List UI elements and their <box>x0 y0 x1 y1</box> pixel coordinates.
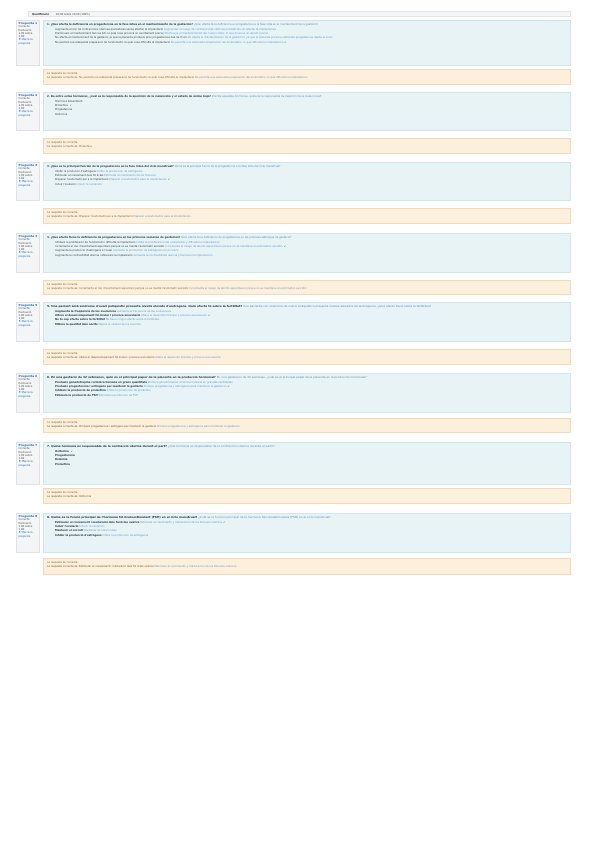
option-text: Disminueix el manteniment del cos luti, la qual cosa provoca un avortament precoç <box>55 32 164 36</box>
option-translation: Disminuye el mantenimiento del cuerpo lúteo, lo que provoca un aborto precoz <box>164 32 268 36</box>
question-text-main: 7. Quina hormona és responsable de la contracció uterina durant el part? <box>47 445 167 448</box>
right-answer-translation: Incrementa el riesgo de aborto espontáneo porque no se mantiene el endometrio secretor <box>189 287 307 291</box>
flag-icon: ⚑ <box>18 38 21 42</box>
check-icon: ✔ <box>223 520 226 524</box>
question-text <box>47 236 567 239</box>
feedback-head: La resposta és correcta. <box>47 72 79 75</box>
question-formulation <box>43 92 571 131</box>
option-translation: Mantener el cuerpo lúteo <box>84 529 117 533</box>
option-translation: Aumenta la contractilidad uterina y favorece la implantación <box>133 253 213 257</box>
option-translation: Inhibe la producción de prolactina <box>106 389 151 393</box>
question-info <box>16 513 40 553</box>
option-text: Induir l'ovulació <box>55 525 79 529</box>
question-text-main: 6. En una gestació de 32 setmanes, quin és el principal paper de la placenta en la producció hormonal? <box>47 376 216 379</box>
option-text: Inhibeix la producció de prolactina <box>55 389 106 393</box>
option-text: Estimular el creixement dels fol·licles <box>55 174 104 178</box>
flag-icon: ⚑ <box>18 320 21 324</box>
feedback-text <box>47 287 567 290</box>
question-grade: Puntuació 1,00 sobre 1,00 <box>18 521 33 532</box>
question-number: Pregunta 6 <box>18 374 38 378</box>
answer-list <box>47 310 567 327</box>
option-translation: Inducir la ovulación <box>79 525 105 529</box>
question-state: Correcte <box>18 307 30 311</box>
feedback-head: La resposta és correcta. <box>47 283 79 286</box>
question-text-main: 4. ¿Qué efecto tiene la deficiencia de progesterona en las primeras semanas de gestación? <box>47 236 181 239</box>
check-icon: ✔ <box>227 385 230 389</box>
question-translation: En una gestación de 32 semanas, ¿cuál es el principal papel de la placenta en la producción hormonal? <box>216 376 367 379</box>
question-formulation <box>43 442 571 485</box>
option-text: Mantenir el cos luti <box>55 529 84 533</box>
right-answer: La resposta correcta és: No permet una adequada preparació de l'endometri, la qual cosa dificulta la implantació <box>47 76 195 80</box>
question-info <box>16 20 40 66</box>
option-text: Incrementa el risc d'avortament espontani perquè no es manté l'endometri secretor <box>55 245 165 249</box>
feedback-box <box>43 349 571 365</box>
right-answer-translation: Preparar el endometrio para la implantación <box>133 215 191 219</box>
summary-value: 10,00 sobre 10,00 (100%) <box>55 13 90 17</box>
question-number: Pregunta 3 <box>18 163 38 167</box>
question-text-main: 2. De entre estas hormonas, ¿cuál es la responsable de la aparición de la melancolía y el estado de ánimo bajo? <box>47 95 211 98</box>
feedback-head: La resposta és correcta. <box>47 352 79 355</box>
option-text: Relaxina <box>55 458 68 462</box>
feedback-head: La resposta és correcta. <box>47 561 79 564</box>
option-text: Oxitocina <box>55 449 69 453</box>
right-answer-translation: Estimular el crecimiento y maduración de los folículos ováricos <box>154 565 237 569</box>
question-translation: Quina és la principal funció de la progesterona a la fase lútia del cicle menstrual? <box>174 165 281 168</box>
question-text-main: 5. Una pacient amb síndrome d'ovari poliquístic presenta nivells elevats d'andrògens. Quin efecte té sobre la fertilitat? <box>47 305 243 308</box>
question-formulation <box>43 162 571 201</box>
question-text <box>47 376 567 379</box>
option-translation: Augmentar el riesgo de contracciones uterinas prematuras sin afectar la implantación <box>163 27 277 31</box>
option-translation: No afecta el mantenimiento de la gestación, ya que la placenta produce suficiente progesterona desde el inicio <box>187 36 333 40</box>
answer-option[interactable] <box>55 41 567 45</box>
feedback-head: La resposta és correcta. <box>47 141 79 144</box>
summary-bar <box>28 11 571 17</box>
flag-label: Marca la pregunta <box>18 38 33 45</box>
flag-label: Marca la pregunta <box>18 391 33 398</box>
feedback-text <box>47 356 567 359</box>
question-text <box>47 516 567 519</box>
option-translation: Estimular el crecimiento y maduración de los folículos ováricos <box>140 520 223 524</box>
option-translation: Inhibe la proliferación del endometrio y dificulta la implantación <box>136 240 220 244</box>
question-grade: Puntuació 1,00 sobre 1,00 <box>18 241 33 252</box>
flag-question-link[interactable] <box>19 391 38 398</box>
option-translation: Inhibir la producción de estrógenos <box>96 169 143 173</box>
feedback-box <box>43 138 571 154</box>
flag-label: Marca la pregunta <box>18 251 33 258</box>
feedback-text <box>47 145 567 148</box>
question-formulation <box>43 233 571 273</box>
flag-icon: ⚑ <box>18 531 21 535</box>
feedback-head: La resposta és correcta. <box>47 491 79 494</box>
question-state: Correcte <box>18 447 30 451</box>
answer-list <box>47 100 567 117</box>
answer-option[interactable] <box>55 534 567 538</box>
check-icon: ✔ <box>69 104 72 108</box>
question-formulation <box>43 513 571 553</box>
right-answer: La resposta correcta és: Altera el desenvolupament fol·licular i provoca anovulació <box>47 356 155 360</box>
option-text: Preparar l'endometri per a la implantació <box>55 178 109 182</box>
option-text: Oxitocina <box>55 112 68 116</box>
option-translation: Produce progesterona y estrógenos para mantener la gestación <box>143 385 227 389</box>
option-text: Augmenta la freqüència de les ovulacions <box>55 309 117 313</box>
question-state: Correcte <box>18 25 30 29</box>
flag-icon: ⚑ <box>18 391 21 395</box>
right-answer: La resposta correcta és: Incrementa el risc d'avortament espontani perquè no es manté l'endometri secretor <box>47 287 189 291</box>
question-grade: Puntuació 1,00 sobre 1,00 <box>18 450 33 461</box>
option-translation: Aumenta la frecuencia de las ovulaciones <box>117 309 172 313</box>
flag-icon: ⚑ <box>18 460 21 464</box>
option-translation: Incrementa el riesgo de aborto espontáneo porque no se mantiene el endometrio secretor <box>165 245 283 249</box>
option-text: No permet una adequada preparació de l'endometri, la qual cosa dificulta la implantació <box>55 40 171 44</box>
option-text: Inhibir la producció d'estrògens <box>55 169 96 173</box>
answer-option[interactable] <box>55 183 567 187</box>
question-translation: Una paciente con síndrome de ovario poliquístico presenta niveles elevados de andrógenos. ¿Qué efecto tiene sobre la fertilidad? <box>243 305 432 308</box>
option-text: Inhibir la producció d'estrògens <box>55 533 102 537</box>
question-grade: Puntuació 1,00 sobre 1,00 <box>18 310 33 321</box>
question-state: Correcte <box>18 238 30 242</box>
answer-option[interactable] <box>55 254 567 258</box>
flag-question-link[interactable] <box>19 180 38 187</box>
question-state: Correcte <box>18 167 30 171</box>
question-grade: Puntuació 1,00 sobre 1,00 <box>18 100 33 111</box>
question-grade: Puntuació 1,00 sobre 1,00 <box>18 381 33 392</box>
question-text <box>47 445 567 448</box>
option-translation: Altera el desarrollo folicular y provoca anovulación <box>141 314 208 318</box>
option-text: Millora la qualitat dels oòcits <box>55 322 98 326</box>
flag-icon: ⚑ <box>18 251 21 255</box>
option-translation: Preparar el endometrio para la implantación <box>109 178 167 182</box>
answer-option[interactable] <box>55 394 567 398</box>
option-translation: Mejora la calidad de los ovocitos <box>98 322 141 326</box>
option-text: Prolactina <box>55 104 68 108</box>
flag-icon: ⚑ <box>18 180 21 184</box>
option-text: Augmenta la contractilitat uterina i afavoreix la implantació <box>55 253 133 257</box>
question-text-main: 1. ¿Qué afecta la deficiencia en progesterona en la fase lútea en el mantenimiento de la gestación? <box>47 23 193 26</box>
answer-list <box>47 28 567 45</box>
feedback-box <box>43 558 571 575</box>
feedback-box <box>43 418 571 433</box>
question-formulation <box>43 373 571 413</box>
question-state: Correcte <box>18 378 30 382</box>
feedback-box <box>43 488 571 504</box>
feedback-box <box>43 280 571 295</box>
feedback-text <box>47 425 567 428</box>
right-answer-translation: No permite una adecuada preparación del endometrio, lo que dificulta la implantación <box>194 76 308 80</box>
check-icon: ✔ <box>284 40 287 44</box>
flag-question-link[interactable] <box>19 531 38 538</box>
question-number: Pregunta 4 <box>18 234 38 238</box>
check-icon: ✔ <box>70 449 73 453</box>
answer-list <box>47 521 567 538</box>
option-translation: Inhibir la producción de estrógenos <box>102 533 149 537</box>
feedback-text <box>47 565 567 568</box>
question-text <box>47 305 567 308</box>
question-text <box>47 165 567 168</box>
answer-list <box>47 241 567 258</box>
question-state: Correcte <box>18 518 30 522</box>
flag-label: Marca la pregunta <box>18 110 33 117</box>
flag-icon: ⚑ <box>18 110 21 114</box>
right-answer: La resposta correcta és: Estimular el creixement i maduració dels fol·licles ovàrics <box>47 565 154 569</box>
option-text: Progesterona <box>55 454 75 458</box>
flag-label: Marca la pregunta <box>18 460 33 467</box>
feedback-text <box>47 76 567 79</box>
option-translation: Estimular el crecimiento de los folículos <box>104 174 156 178</box>
question-text <box>47 23 567 26</box>
question-text-main: 8. Quina és la funció principal de l'hormona fol·liculoestimulant (FSH) en el cicle menstrual? <box>47 516 198 519</box>
right-answer-translation: Produce progesterona y estrógenos para mantener la gestación <box>156 425 240 429</box>
option-translation: Aumenta la producción de estrógenos en el ovario <box>113 249 179 253</box>
right-answer: La resposta correcta és: Produeix progesterona i estrògens per mantenir la gestació <box>47 425 157 429</box>
question-translation: Quin efecte té la deficiència de progesterona en les primeres setmanes de gestació? <box>181 236 292 239</box>
question-number: Pregunta 5 <box>18 303 38 307</box>
flag-question-link[interactable] <box>19 460 38 467</box>
option-text: Produeix gonadotropina coriònica humana en grans quantitats <box>55 380 148 384</box>
summary-label: Qualificació <box>32 13 49 17</box>
check-icon: ✔ <box>283 245 287 249</box>
option-translation: Estimula la producción de FSH <box>98 393 138 397</box>
question-info <box>16 92 40 131</box>
option-translation: No permite una adecuada preparación del endometrio, lo que dificulta la implantación <box>171 40 284 44</box>
option-text: Estimula la producció de FSH <box>55 393 98 397</box>
answer-list <box>47 450 567 467</box>
option-text: No té cap efecte sobre la fertilitat <box>55 318 105 322</box>
question-number: Pregunta 8 <box>18 514 38 518</box>
question-info <box>16 302 40 342</box>
option-translation: Produce gonadotropina coriónica humana en grandes cantidades <box>147 380 233 384</box>
option-text: Hormona luteinitzant <box>55 99 83 103</box>
question-formulation <box>43 302 571 342</box>
flag-label: Marca la pregunta <box>18 531 33 538</box>
question-translation: ¿Qué hormona es responsable de la contracción uterina durante el parto? <box>167 445 275 448</box>
answer-list <box>47 170 567 187</box>
option-text: Estimular el creixement i maduració dels fol·licles ovàrics <box>55 520 140 524</box>
answer-list <box>47 381 567 398</box>
option-translation: Inducir la ovulación <box>76 182 102 186</box>
question-text <box>47 95 567 98</box>
feedback-text <box>47 495 567 498</box>
flag-question-link[interactable] <box>19 38 38 45</box>
question-translation: ¿Quin efecte té la deficiència en progesterona a la fase lútia en el manteniment de la gestació? <box>193 23 318 26</box>
question-number: Pregunta 7 <box>18 443 38 447</box>
option-text: Altera el desenvolupament fol·licular i provoca anovulació <box>55 314 141 318</box>
right-answer: La resposta correcta és: Prolactina <box>47 145 92 149</box>
feedback-head: La resposta és correcta. <box>47 211 79 214</box>
option-text: No afecta el manteniment de la gestació, ja que la placenta produeix prou progesterona des de l'inici <box>55 36 187 40</box>
answer-option[interactable] <box>55 323 567 327</box>
right-answer: La resposta correcta és: Preparar l'endometri per a la implantació <box>47 215 133 219</box>
question-text-main: 3. ¿Qué es la principal función de la progesterona en la fase lútea del ciclo menstrual? <box>47 165 174 168</box>
question-state: Correcte <box>18 97 30 101</box>
option-text: Induir l'ovulació <box>55 182 76 186</box>
question-info <box>16 442 40 485</box>
option-text: Augmenta el risc de contraccions uterines prematures sense afectar la implantació <box>55 27 164 31</box>
flag-label: Marca la pregunta <box>18 180 33 187</box>
right-answer: La resposta correcta és: Oxitocina <box>47 495 92 499</box>
question-info <box>16 233 40 273</box>
question-number: Pregunta 1 <box>18 21 38 25</box>
check-icon: ✔ <box>167 178 170 182</box>
option-text: Produeix progesterona i estrògens per mantenir la gestació <box>55 385 143 389</box>
feedback-head: La resposta és correcta. <box>47 421 79 424</box>
feedback-box <box>43 208 571 224</box>
option-text: Inhibeix la proliferació de l'endometri i dificulta la implantació <box>55 240 136 244</box>
question-translation: D'entre aquestes hormones, quina és la responsable de l'aparició de la malenconia? <box>211 95 322 98</box>
question-info <box>16 373 40 413</box>
option-text: Augmenta la producció d'estrògens a l'ovari <box>55 249 113 253</box>
question-info <box>16 162 40 201</box>
question-translation: ¿Cuál es la función principal de la hormona foliculoestimulante (FSH) en el ciclo menstrual? <box>198 516 331 519</box>
check-icon: ✔ <box>208 314 211 318</box>
option-translation: No tiene ningún efecto sobre la fertilidad <box>105 318 159 322</box>
flag-question-link[interactable] <box>19 251 38 258</box>
flag-question-link[interactable] <box>19 320 38 327</box>
flag-label: Marca la pregunta <box>18 320 33 327</box>
option-text: Prolactina <box>55 462 70 466</box>
question-grade: Puntuació 1,00 sobre 1,00 <box>18 170 33 181</box>
right-answer-translation: Altera el desarrollo folicular y provoca anovulación <box>155 356 222 360</box>
question-number: Pregunta 2 <box>18 93 38 97</box>
answer-option[interactable] <box>55 463 567 467</box>
feedback-box <box>43 69 571 85</box>
answer-option[interactable] <box>55 113 567 117</box>
flag-question-link[interactable] <box>19 110 38 117</box>
feedback-text <box>47 215 567 218</box>
option-text: Progesterona <box>55 108 73 112</box>
question-formulation <box>43 20 571 66</box>
question-grade: Puntuació 1,00 sobre 1,00 <box>18 28 33 39</box>
